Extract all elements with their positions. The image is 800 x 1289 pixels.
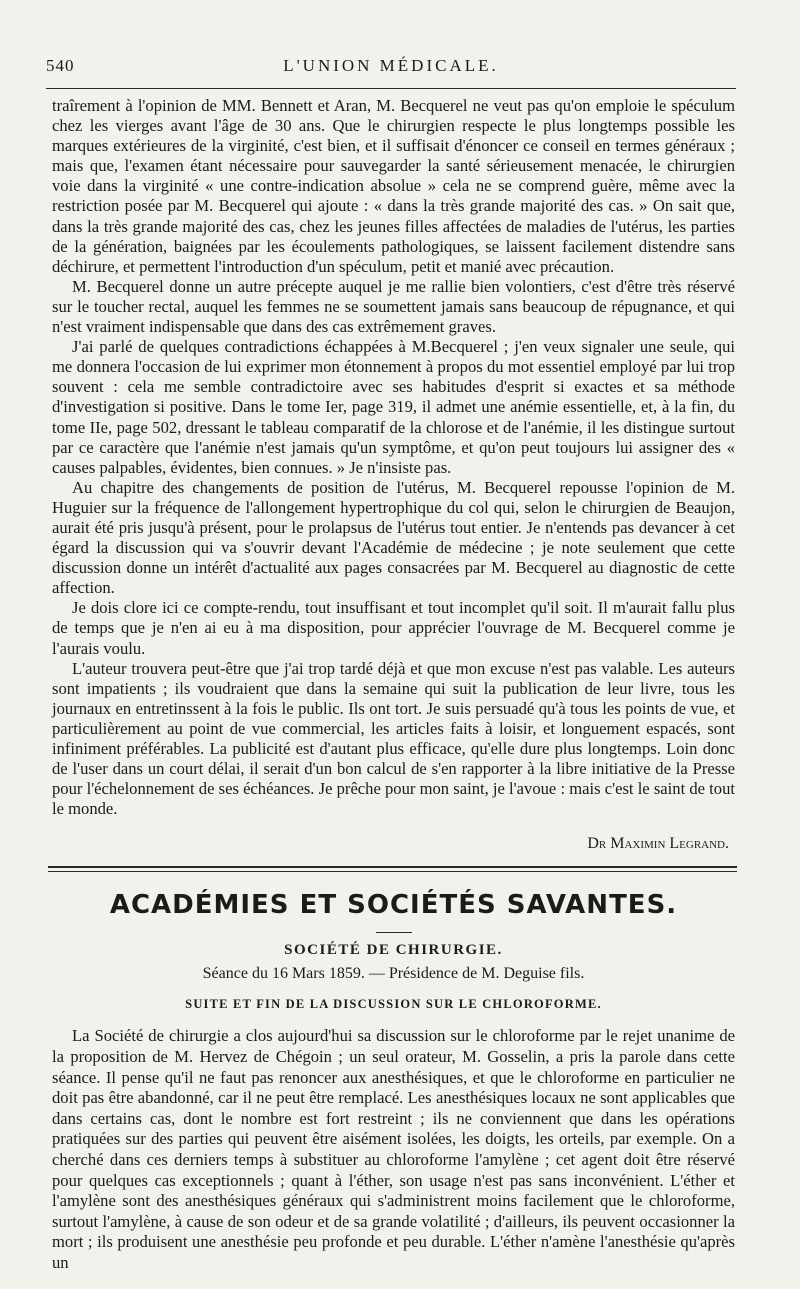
article-paragraph: traîrement à l'opinion de MM. Bennett et Aran, M. Becquerel ne veut pas qu'on emploie le spéculum chez les vierges avant l'âge de 30 ans. Que le chirurgien respecte le plus longtemps possible les marques extérieures de la virginité, c'est bien, et il suffisait d'énoncer ce conseil en termes généraux ; mais que, l'examen étant nécessaire pour sauvegarder la santé sérieusement menacée, le chirurgien voie dans la virginité « une contre-indication absolue » cela ne se comprend guère, même avec la restriction posée par M. Becquerel qui ajoute : « dans la très grande majorité des cas. » On sait que, dans la très grande majorité des cas, chez les jeunes filles affectées de maladies de l'utérus, les parties de la génération, baignées par les écoulements pathologiques, se laissent facilement distendre sans déchirure, et permettent l'introduction d'un spéculum, petit et manié avec précaution. [52, 96, 735, 276]
page-header [46, 56, 736, 86]
header-rule [46, 88, 736, 89]
running-title: L'UNION MÉDICALE. [283, 56, 499, 75]
section-heading: ACADÉMIES ET SOCIÉTÉS SAVANTES. [109, 890, 678, 921]
section-body [52, 1026, 735, 1273]
society-title: SOCIÉTÉ DE CHIRURGIE. [284, 942, 503, 959]
page-number: 540 [46, 56, 75, 75]
subject-line: SUITE ET FIN DE LA DISCUSSION SUR LE CHLOROFORME. [185, 997, 602, 1012]
article-paragraph: Je dois clore ici ce compte-rendu, tout insuffisant et tout incomplet qu'il soit. Il m'aurait fallu plus de temps que je n'en ai eu à ma disposition, pour apprécier l'ouvrage de M. Becquerel comme je l'aurais voulu. [52, 598, 735, 658]
session-line: Séance du 16 Mars 1859. — Présidence de M. Deguise fils. [202, 965, 585, 983]
author-signature [52, 833, 729, 855]
article-paragraph: J'ai parlé de quelques contradictions échappées à M.Becquerel ; j'en veux signaler une seule, qui me donnera l'occasion de lui exprimer mon étonnement à propos du mot essentiel employé par lui trop souvent : cela me semble contradictoire avec ses habitudes d'esprit si exactes et sa méthode d'investigation si positive. Dans le tome Ier, page 319, il admet une anémie essentielle, et, à la fin, du tome IIe, page 502, dressant le tableau comparatif de la chlorose et de l'anémie, il les distingue surtout par ce caractère que l'anémie n'est jamais qu'un symptôme, et qu'on peut toujours lui assigner des « causes palpables, évidentes, bien connues. » Je n'insiste pas. [52, 337, 735, 477]
section-paragraph: La Société de chirurgie a clos aujourd'hui sa discussion sur le chloroforme par le rejet unanime de la proposition de M. Hervez de Chégoin ; un seul orateur, M. Gosselin, a pris la parole dans cette séance. Il pense qu'il ne faut pas renoncer aux anesthésiques, et que le chloroforme en particulier ne doit pas être abandonné, car il ne peut être remplacé. Les anesthésiques locaux ne sont applicables que dans certains cas, dont le nombre est fort restreint ; ils ne conviennent que dans les opérations pratiquées sur des parties qui peuvent être aisément isolées, les doigts, les orteils, par exemple. On a cherché dans ces derniers temps à substituer au chloroforme l'amylène ; cet agent doit être réservé pour quelques cas exceptionnels ; quant à l'éther, son usage n'est pas sans inconvénient. L'éther et l'amylène sont des anesthésiques généraux qui s'administrent moins facilement que le chloroforme, surtout l'amylène, à cause de son odeur et de sa grande volatilité ; d'ailleurs, ils peuvent occasionner la mort ; ils produisent une anesthésie peu profonde et peu durable. L'éther n'amène l'anesthésie qu'après un [52, 1026, 735, 1272]
article-paragraph: L'auteur trouvera peut-être que j'ai trop tardé déjà et que mon excuse n'est pas valable. Les auteurs sont impatients ; ils voudraient que dans la semaine qui suit la publication de leur livre, tous les journaux en entretinssent à la fois le public. Ils ont tort. Je suis persuadé qu'à tous les points de vue, et particulièrement au point de vue commercial, les articles faits à loisir, et longuement espacés, sont infiniment préférables. La publicité est d'autant plus efficace, qu'elle dure plus longtemps. Loin donc de l'user dans un court délai, il serait d'un bon calcul de s'en rapporter à la libre initiative de la Presse pour l'échelonnement de ses échéances. Je prêche pour mon saint, je l'avoue : mais c'est le saint de tout le monde. [52, 658, 735, 819]
article-paragraph: Au chapitre des changements de position de l'utérus, M. Becquerel repousse l'opinion de M. Huguier sur la fréquence de l'allongement hypertrophique du col qui, selon le chirurgien de Beaujon, aurait été pris jusqu'à présent, pour le prolapsus de l'utérus tout entier. Je n'entends pas devancer à cet égard la discussion qui va s'ouvrir devant l'Académie de médecine ; je note seulement que cette discussion donne un intérêt d'actualité aux pages consacrées par M. Becquerel au diagnostic de cette affection. [52, 477, 735, 598]
signature-text: Dr Maximin Legrand. [587, 835, 729, 853]
article-paragraph: M. Becquerel donne un autre précepte auquel je me rallie bien volontiers, c'est d'être très réservé sur le toucher rectal, auquel les femmes ne se soumettent jamais sans beaucoup de répugnance, et qui n'est vraiment indispensable que dans des cas extrêmement graves. [52, 276, 735, 337]
heading-rule [376, 932, 412, 933]
section-divider [48, 866, 737, 872]
text-column [52, 96, 735, 1274]
